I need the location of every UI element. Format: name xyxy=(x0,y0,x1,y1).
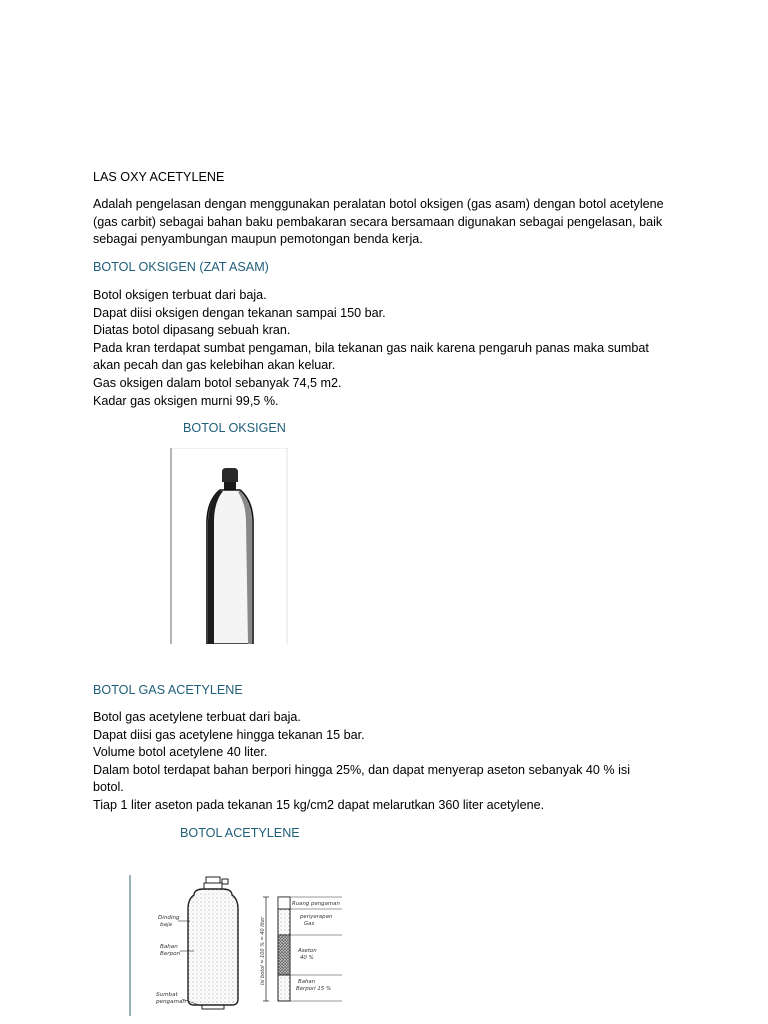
label-dinding-2: baja xyxy=(160,922,172,928)
intro-paragraph xyxy=(93,196,664,249)
oksigen-paragraph xyxy=(93,287,649,410)
oksigen-line: Gas oksigen dalam botol sebanyak 74,5 m2. xyxy=(93,375,342,390)
label-bahan-1: Bahan xyxy=(160,944,178,950)
section-heading-acetylene: BOTOL GAS ACETYLENE xyxy=(93,683,243,697)
intro-line: (gas carbit) sebagai bahan baku pembakaran secara bersamaan digunakan sebagai pengelasan, baik xyxy=(93,214,663,229)
oksigen-line: Botol oksigen terbuat dari baja. xyxy=(93,288,267,302)
figure-caption-oksigen: BOTOL OKSIGEN xyxy=(183,421,286,435)
acetylene-paragraph xyxy=(93,709,630,815)
label-ruang: Ruang pengaman xyxy=(292,901,340,907)
acetylene-line: Dapat diisi gas acetylene hingga tekanan 15 bar. xyxy=(93,727,365,742)
intro-line: sebagai penyambungan maupun pemotongan benda kerja. xyxy=(93,232,423,247)
label-bahan-2: Berpori xyxy=(160,951,181,957)
figure-caption-acetylene: BOTOL ACETYLENE xyxy=(180,826,300,840)
label-volume: Isi botol = 100 % = 40 liter xyxy=(260,916,266,985)
label-sumbat-2: pengaman xyxy=(156,999,186,1005)
acetylene-line: Botol gas acetylene terbuat dari baja. xyxy=(93,710,301,724)
label-berpori-1: Bahan xyxy=(298,979,316,985)
oksigen-line: Kadar gas oksigen murni 99,5 %. xyxy=(93,393,279,408)
acetylene-line: Tiap 1 liter aseton pada tekanan 15 kg/cm2 dapat melarutkan 360 liter acetylene. xyxy=(93,797,545,812)
oksigen-line: Dapat diisi oksigen dengan tekanan sampai 150 bar. xyxy=(93,305,386,320)
intro-line: Adalah pengelasan dengan menggunakan peralatan botol oksigen (gas asam) dengan botol acetylene xyxy=(93,197,664,211)
oxygen-cylinder-image xyxy=(170,448,288,644)
label-aseton-1: Aseton xyxy=(298,948,317,954)
label-penyerapan-2: Gas xyxy=(304,921,315,927)
label-aseton-2: 40 % xyxy=(300,955,314,961)
acetylene-line: Dalam botol terdapat bahan berpori hingga 25%, dan dapat menyerap aseton sebanyak 40 % isi xyxy=(93,762,630,777)
section-heading-oksigen: BOTOL OKSIGEN (ZAT ASAM) xyxy=(93,260,269,274)
label-dinding-1: Dinding xyxy=(158,915,180,921)
oksigen-line: Pada kran terdapat sumbat pengaman, bila tekanan gas naik karena pengaruh panas maka sumbat xyxy=(93,340,649,355)
label-berpori-2: Berpori 15 % xyxy=(296,986,332,992)
oksigen-line: akan pecah dan gas kelebihan akan keluar. xyxy=(93,358,336,373)
label-sumbat-1: Sumbat xyxy=(156,992,178,998)
document-title: LAS OXY ACETYLENE xyxy=(93,170,225,184)
acetylene-line: Volume botol acetylene 40 liter. xyxy=(93,745,268,760)
oksigen-line: Diatas botol dipasang sebuah kran. xyxy=(93,323,291,338)
label-penyerapan-1: penyerapan xyxy=(300,914,333,920)
acetylene-cylinder-diagram xyxy=(128,873,358,1018)
acetylene-line: botol. xyxy=(93,780,124,795)
